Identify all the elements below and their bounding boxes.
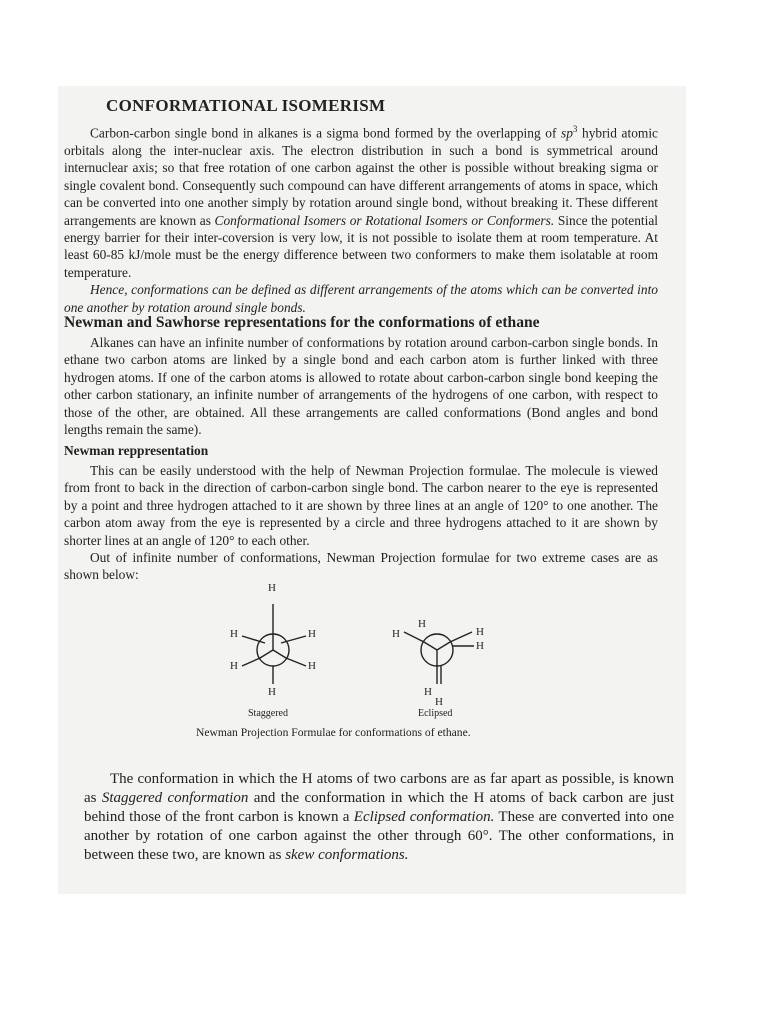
- staggered-h-bottom: H: [268, 686, 276, 698]
- staggered-front-bond-left: [260, 650, 273, 658]
- eclipsed-h-left: H: [392, 628, 400, 640]
- conclusion-text: [84, 770, 674, 865]
- page-title: CONFORMATIONAL ISOMERISM: [106, 96, 386, 115]
- sp-superscript: 3: [572, 124, 578, 134]
- staggered-h-right-lower: H: [308, 660, 316, 672]
- newman-section: [64, 462, 658, 584]
- intro-text-c: Since the potential energy barrier for their inter-coversion is very low, it is not possible to isolate them at room temperature. At least 60-85 kJ/mole must be the energy difference between two conformers to make them isolatable at room temperature.: [64, 212, 659, 280]
- eclipsed-label: Eclipsed: [418, 708, 453, 719]
- intro-text-b: hybrid atomic orbitals along the inter-nuclear axis. The electron distribution in such a bond is symmetrical around internuclear axis; so that free rotation of one carbon against the other is possible without breaking sigma or single covalent bond. Consequently such compound can have different arrangements of atoms in space, which can be converted into one another simply by rotation around single bond, without breaking it. These different arrangements are known as: [64, 125, 658, 228]
- eclipsed-front-bond-left: [424, 642, 437, 650]
- newman-paragraph: This can be easily understood with the help of Newman Projection formulae. The molecule is viewed from front to back in the direction of carbon-carbon single bond. The carbon nearer to the eye is represented by a point and three hydrogen attached to it are shown by three lines at an angle of 120° to one another. The carbon atom away from the eye is represented by a circle and three hydrogens attached to it are shown by shorter lines at an angle of 120° to each other.: [64, 463, 658, 548]
- staggered-term: Staggered conformation: [101, 790, 249, 806]
- intro-section: [64, 121, 658, 316]
- eclipsed-h-right-lower: H: [476, 640, 484, 652]
- staggered-projection: [242, 604, 306, 684]
- eclipsed-projection: [404, 632, 474, 684]
- definition-text: Hence, conformations can be defined as different arrangements of the atoms which can be converted into one another by rotation around single bonds.: [64, 282, 658, 315]
- staggered-front-bond-left-ext: [242, 658, 260, 666]
- eclipsed-h-top: H: [418, 618, 426, 630]
- extreme-cases-paragraph: Out of infinite number of conformations, Newman Projection formulae for two extreme cases are as shown below:: [64, 550, 658, 583]
- conformers-term: Conformational Isomers or Rotational Isomers or Conformers.: [214, 212, 555, 228]
- eclipsed-h-bottom-left: H: [424, 686, 432, 698]
- newman-projection-figure: [220, 580, 520, 720]
- intro-paragraph: [64, 121, 658, 281]
- subsection-heading: Newman reppresentation: [64, 443, 209, 458]
- conclusion-text-a: The conformation in which the H atoms of two carbons are as far apart as possible, is known as: [84, 771, 674, 806]
- staggered-h-left-lower: H: [230, 660, 238, 672]
- skew-term: skew conformations.: [285, 847, 409, 863]
- conclusion-text-b: and the conformation in which the H atoms of back carbon are just behind those of the front carbon is known a: [84, 790, 674, 825]
- staggered-h-left-upper: H: [230, 628, 238, 640]
- section-heading: Newman and Sawhorse representations for the conformations of ethane: [64, 314, 540, 331]
- eclipsed-front-bond-right: [437, 642, 450, 650]
- intro-text-a: Carbon-carbon single bond in alkanes is a sigma bond formed by the overlapping of: [90, 125, 561, 141]
- eclipsed-h-right-upper: H: [476, 626, 484, 638]
- definition-paragraph: [64, 281, 658, 316]
- ethane-section: [64, 334, 658, 438]
- staggered-h-right-upper: H: [308, 628, 316, 640]
- ethane-paragraph: Alkanes can have an infinite number of conformations by rotation around carbon-carbon single bonds. In ethane two carbon atoms are linked by a single bond and each carbon atom is further linked with three hydrogen atoms. If one of the carbon atoms is allowed to rotate about carbon-carbon single bond keeping the other carbon stationary, an infinite number of arrangements of the hydrogens of one carbon, with respect to those of the other, are obtained. All these arrangements are called conformations (Bond angles and bond lengths remain the same).: [64, 335, 658, 438]
- conclusion-paragraph: [84, 770, 674, 865]
- staggered-h-top: H: [268, 582, 276, 594]
- staggered-label: Staggered: [248, 708, 288, 719]
- eclipsed-back-bond-left: [404, 632, 424, 642]
- figure-caption: Newman Projection Formulae for conformations of ethane.: [196, 726, 471, 739]
- eclipsed-back-bond-right: [450, 632, 472, 642]
- eclipsed-term: Eclipsed conformation.: [353, 809, 495, 825]
- staggered-front-bond-right-ext: [286, 658, 306, 666]
- eclipsed-h-bottom-right: H: [435, 696, 443, 708]
- sp-label: sp: [561, 125, 573, 141]
- newman-diagrams: [220, 580, 520, 720]
- staggered-front-bond-right: [273, 650, 286, 658]
- conclusion-text-c: These are converted into one another by rotation of one carbon against the other through 60°. The other conformations, in between these two, are known as: [84, 809, 675, 863]
